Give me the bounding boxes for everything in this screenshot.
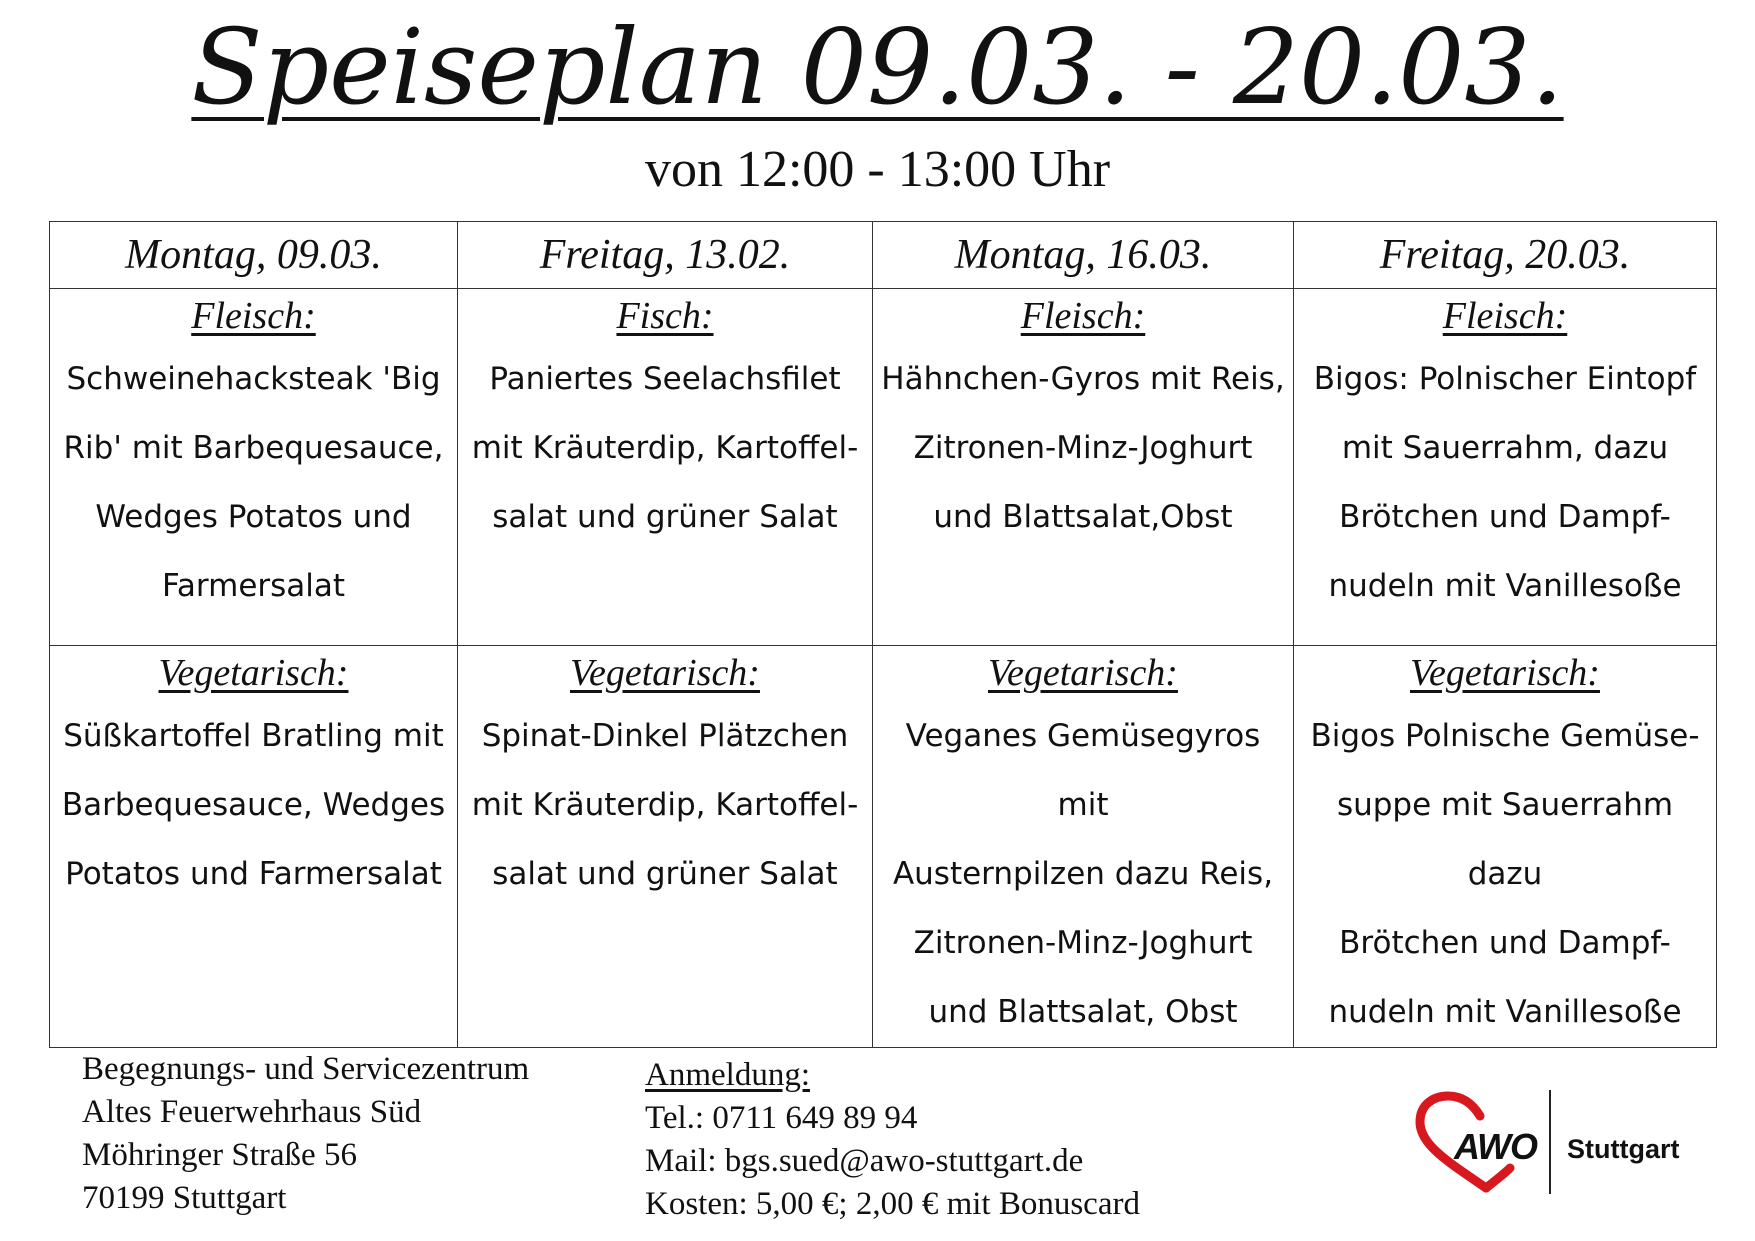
main-dish-cell [1294, 289, 1717, 646]
dish-line: Veganes Gemüsegyros mit [905, 718, 1261, 823]
dish-line: Wedges Potatos und [95, 499, 412, 535]
dish-line: salat und grüner Salat [492, 856, 838, 892]
serving-time: von 12:00 - 13:00 Uhr [644, 141, 1111, 198]
vegetarian-row [50, 646, 1717, 1048]
dish-category: Fleisch: [1020, 295, 1146, 337]
venue-address [82, 1048, 529, 1220]
dish-line: nudeln mit Vanillesoße [1328, 568, 1682, 604]
dish-line: Hähnchen-Gyros mit Reis, [881, 361, 1285, 397]
main-dish-row [50, 289, 1717, 646]
page-title-text: Speiseplan 09.03. - 20.03. [191, 6, 1564, 128]
dish-line: Spinat-Dinkel Plätzchen [481, 718, 849, 754]
page-title [0, 8, 1755, 126]
day-header-row [50, 222, 1717, 289]
dish-line: Süßkartoffel Bratling mit [63, 718, 444, 754]
day-header: Freitag, 13.02. [458, 222, 873, 289]
dish-category: Vegetarisch: [570, 652, 760, 694]
day-header: Montag, 09.03. [50, 222, 458, 289]
address-line: Altes Feuerwehrhaus Süd [82, 1094, 422, 1130]
dish-line: mit Kräuterdip, Kartoffel- [471, 787, 859, 823]
vegetarian-cell [458, 646, 873, 1048]
dish-line: und Blattsalat, Obst [928, 994, 1238, 1030]
address-line: Möhringer Straße 56 [82, 1137, 357, 1173]
dish-line: Paniertes Seelachsfilet [489, 361, 841, 397]
dish-line: Farmersalat [161, 568, 346, 604]
dish-category: Vegetarisch: [988, 652, 1178, 694]
dish-line: suppe mit Sauerrahm dazu [1336, 787, 1674, 892]
vegetarian-cell [50, 646, 458, 1048]
dish-line: Zitronen-Minz-Joghurt [913, 925, 1253, 961]
dish-line: Brötchen und Dampf- [1339, 925, 1671, 961]
dish-line: Barbequesauce, Wedges [61, 787, 446, 823]
address-line: 70199 Stuttgart [82, 1180, 287, 1216]
dish-line: mit Sauerrahm, dazu [1341, 430, 1669, 466]
registration-phone: Tel.: 0711 649 89 94 [645, 1100, 918, 1136]
dish-description [879, 702, 1287, 1047]
vegetarian-cell [1294, 646, 1717, 1048]
dish-line: Rib' mit Barbequesauce, [63, 430, 444, 466]
dish-line: und Blattsalat,Obst [933, 499, 1233, 535]
logo-brand: AWO [1454, 1126, 1537, 1167]
logo-divider [1549, 1090, 1551, 1194]
registration-cost: Kosten: 5,00 €; 2,00 € mit Bonuscard [645, 1186, 1140, 1222]
dish-description [1300, 702, 1710, 1047]
dish-description [464, 702, 866, 909]
dish-description [464, 345, 866, 552]
dish-line: mit Kräuterdip, Kartoffel- [471, 430, 859, 466]
registration-mail: Mail: bgs.sued@awo-stuttgart.de [645, 1143, 1084, 1179]
dish-line: Potatos und Farmersalat [65, 856, 442, 892]
dish-description [879, 345, 1287, 552]
day-header: Montag, 16.03. [873, 222, 1294, 289]
dish-description [56, 345, 451, 621]
dish-category: Fisch: [616, 295, 714, 337]
dish-category: Fleisch: [1442, 295, 1568, 337]
main-dish-cell [458, 289, 873, 646]
main-dish-cell [50, 289, 458, 646]
address-line: Begegnungs- und Servicezentrum [82, 1051, 530, 1087]
dish-line: Bigos Polnische Gemüse- [1310, 718, 1700, 754]
dish-line: nudeln mit Vanillesoße [1328, 994, 1682, 1030]
dish-line: Schweinehacksteak 'Big [66, 361, 441, 397]
dish-category: Vegetarisch: [158, 652, 349, 694]
dish-category: Fleisch: [191, 295, 316, 337]
dish-line: Zitronen-Minz-Joghurt [913, 430, 1253, 466]
main-dish-cell [873, 289, 1294, 646]
dish-line: Bigos: Polnischer Eintopf [1313, 361, 1697, 397]
dish-line: salat und grüner Salat [492, 499, 838, 535]
dish-line: Brötchen und Dampf- [1339, 499, 1671, 535]
logo-city: Stuttgart [1567, 1134, 1680, 1164]
registration-info [645, 1054, 1140, 1226]
dish-category: Vegetarisch: [1410, 652, 1600, 694]
registration-heading: Anmeldung: [645, 1057, 810, 1093]
vegetarian-cell [873, 646, 1294, 1048]
day-header: Freitag, 20.03. [1294, 222, 1717, 289]
dish-description [1300, 345, 1710, 621]
awo-logo [1412, 1090, 1682, 1210]
dish-description [56, 702, 451, 909]
dish-line: Austernpilzen dazu Reis, [892, 856, 1274, 892]
menu-table [49, 221, 1717, 1048]
